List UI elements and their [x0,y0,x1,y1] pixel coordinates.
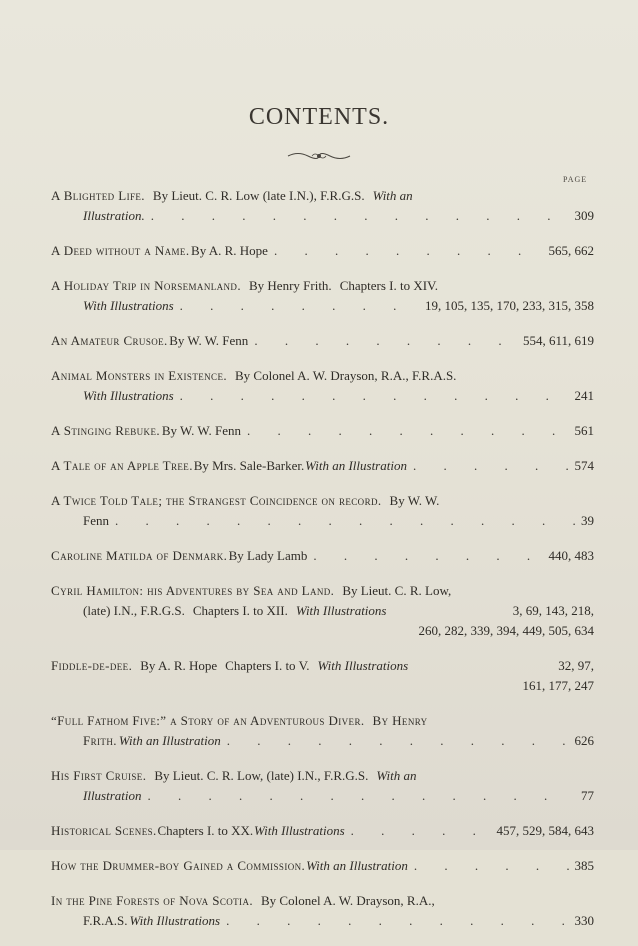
entry-author: By Colonel A. W. Drayson, R.A., F.R.A.S. [235,368,457,383]
entry-pages: 39 [581,513,594,528]
entry-title: His First Cruise. [51,768,147,783]
entry-pages: 574 [574,458,594,473]
dot-leader [351,821,491,841]
entry-note: With an Illustration [306,858,408,873]
entry-pages: 457, 529, 584, 643 [496,823,595,838]
contents-list [51,186,594,946]
entry-pages: 440, 483 [548,548,594,563]
entry-note: With Illustrations [295,603,387,618]
entry-pages: 241 [574,388,594,403]
entry-pages: 565, 662 [548,243,594,258]
entry-pages: 554, 611, 619 [522,333,594,348]
entry-title: A Tale of an Apple Tree. [51,458,193,473]
toc-entry [51,186,594,226]
entry-chapters: Chapters I. to XII. [192,603,288,618]
entry-author: By Mrs. Sale-Barker. [193,458,305,473]
dot-leader [414,856,569,876]
dot-leader [227,731,569,751]
entry-pages: 161, 177, 247 [522,678,594,693]
entry-note: Illustration. [83,208,145,223]
entry-title: Cyril Hamilton: his Adventures by Sea and Land. [51,583,335,598]
entry-author: Fenn [83,513,109,528]
entry-pages: 260, 282, 339, 394, 449, 505, 634 [418,623,594,638]
entry-author: By W. W. Fenn [161,423,241,438]
toc-entry [51,491,594,531]
entry-pages: 561 [574,423,594,438]
entry-pages: 32, 97, [558,658,594,673]
toc-entry [51,456,594,476]
entry-author: By Lieut. C. R. Low (late I.N.), F.R.G.S. [152,188,365,203]
entry-author: By Henry Frith. [248,278,332,293]
entry-chapters: Chapters I. to XIV. [339,278,439,293]
entry-author: By Lieut. C. R. Low, [342,583,452,598]
entry-note: With Illustrations [317,658,409,673]
entry-author: By W. W. Fenn [169,333,249,348]
dot-leader [226,911,568,931]
entry-author: By W. W. [389,493,440,508]
entry-title: “Full Fathom Five:” a Story of an Adventurous Diver. [51,713,365,728]
entry-note: With Illustrations [83,388,174,403]
ornament-divider-icon [286,150,352,162]
toc-entry [51,711,594,751]
entry-pages: 3, 69, 143, 218, [512,603,594,618]
entry-title: An Amateur Crusoe. [51,333,168,348]
entry-title: In the Pine Forests of Nova Scotia. [51,893,253,908]
toc-entry [51,581,594,641]
dot-leader [148,786,575,806]
entry-note: Illustration [83,788,142,803]
toc-entry [51,276,594,316]
toc-entry [51,891,594,931]
entry-author: By Henry [372,713,428,728]
toc-entry [51,656,594,696]
entry-author: By Lady Lamb [228,548,308,563]
entry-pages: 309 [574,208,594,223]
entry-note: With Illustrations [83,298,174,313]
dot-leader [180,386,569,406]
dot-leader [151,206,569,226]
entry-note: With Illustrations [253,823,345,838]
toc-entry [51,331,594,351]
entry-title: How the Drummer-boy Gained a Commission. [51,858,306,873]
entry-pages: 385 [574,858,594,873]
entry-title: Historical Scenes. [51,823,157,838]
dot-leader [313,546,542,566]
entry-author: F.R.A.S. [83,913,128,928]
entry-title: A Blighted Life. [51,188,145,203]
dot-leader [254,331,517,351]
entry-note: With an Illustration [305,458,407,473]
dot-leader [274,241,543,261]
entry-pages: 19, 105, 135, 170, 233, 315, 358 [425,298,594,313]
entry-author: By A. R. Hope [140,658,218,673]
toc-entry [51,766,594,806]
dot-leader [180,296,419,316]
toc-entry [51,856,594,876]
page-title: CONTENTS. [248,104,390,130]
entry-note: With an [372,188,413,203]
entry-title: A Holiday Trip in Norsemanland. [51,278,241,293]
dot-leader [115,511,575,531]
entry-title: A Deed without a Name. [51,243,190,258]
entry-note: With an Illustration [118,733,221,748]
entry-author: (late) I.N., F.R.G.S. [83,603,185,618]
page-column-header: PAGE [563,175,588,184]
entry-pages: 77 [581,788,594,803]
entry-pages: 330 [574,913,594,928]
entry-note: With an [376,768,417,783]
entry-author: By A. R. Hope [191,243,268,258]
toc-entry [51,366,594,406]
entry-title: Fiddle-de-dee. [51,658,133,673]
toc-entry [51,546,594,566]
entry-title: A Twice Told Tale; the Strangest Coincidence on record. [51,493,382,508]
entry-author: Frith. [83,733,117,748]
toc-entry [51,421,594,441]
entry-pages: 626 [574,733,594,748]
entry-chapters: Chapters I. to XX. [157,823,254,838]
entry-title: A Stinging Rebuke. [51,423,161,438]
entry-author: By Lieut. C. R. Low, (late) I.N., F.R.G.S. [154,768,369,783]
entry-title: Caroline Matilda of Denmark. [51,548,228,563]
entry-note: With Illustrations [129,913,221,928]
entry-chapters: Chapters I. to V. [225,658,310,673]
entry-author: By Colonel A. W. Drayson, R.A., [261,893,435,908]
dot-leader [247,421,569,441]
dot-leader [413,456,569,476]
toc-entry [51,241,594,261]
toc-entry [51,821,594,841]
entry-title: Animal Monsters in Existence. [51,368,227,383]
